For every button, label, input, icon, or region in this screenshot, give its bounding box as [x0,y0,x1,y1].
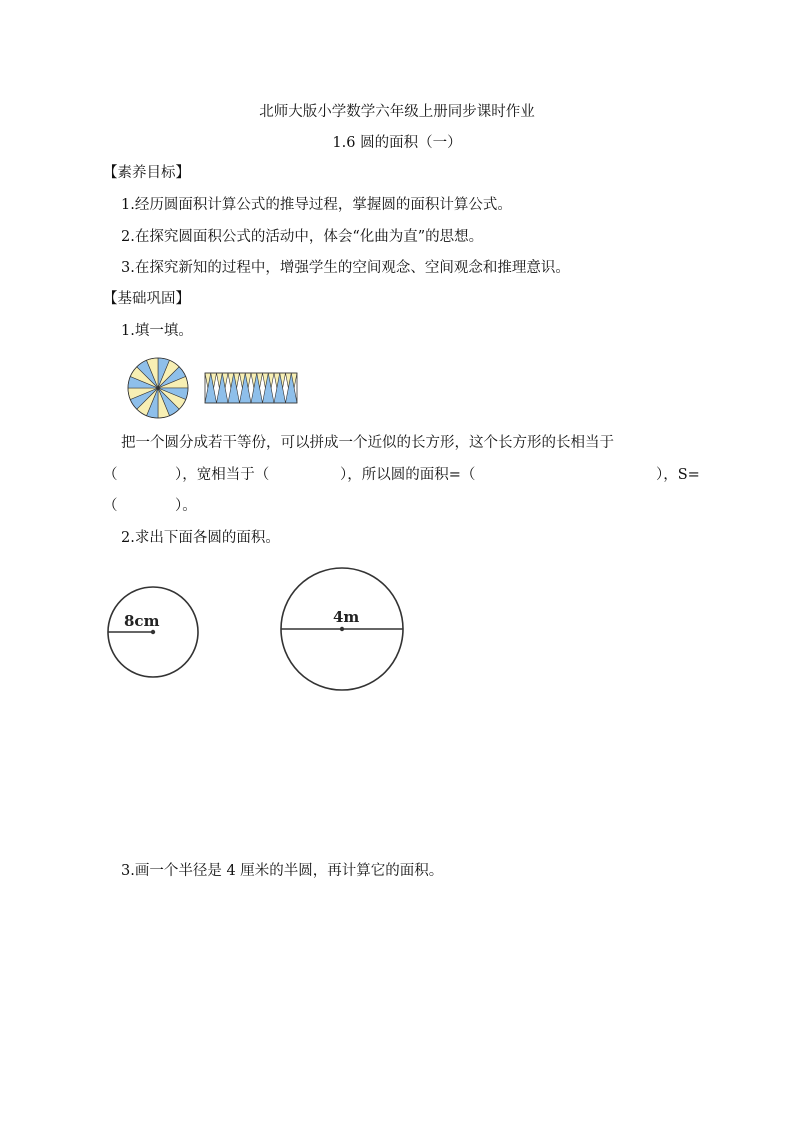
circle2-diameter-label: 4m [333,608,360,626]
circle-diameter-figure [278,566,408,696]
blank-3-close: ），S= [656,467,700,483]
paren-open-4: （ [103,498,118,514]
paren-open-1: （ [103,467,118,483]
rearranged-rectangle-figure [203,370,299,406]
goal-item-3: 3.在探究新知的过程中，增强学生的空间观念、空间观念和推理意识。 [121,260,570,276]
q3-label: 3.画一个半径是 4 厘米的半圆，再计算它的面积。 [121,863,444,879]
blank-4-close: ）。 [175,498,197,514]
goal-item-2: 2.在探究圆面积公式的活动中，体会“化曲为直”的思想。 [121,229,484,245]
goal-item-1: 1.经历圆面积计算公式的推导过程，掌握圆的面积计算公式。 [121,197,512,213]
page-subtitle: 1.6 圆的面积（一） [332,135,462,151]
circle-radius-figure [100,585,204,680]
page-title: 北师大版小学数学六年级上册同步课时作业 [259,104,535,120]
basics-heading: 【基础巩固】 [103,291,190,307]
q2-label: 2.求出下面各圆的面积。 [121,530,280,546]
q1-text-line1: 把一个圆分成若干等份，可以拼成一个近似的长方形，这个长方形的长相当于 [121,435,614,451]
circle1-radius-label: 8cm [124,612,160,630]
sector-circle-figure [126,356,190,420]
blank-1-close: ），宽相当于（ [175,467,270,483]
blank-2-close: ），所以圆的面积=（ [340,467,476,483]
q1-label: 1.填一填。 [121,323,193,339]
goals-heading: 【素养目标】 [103,165,190,181]
